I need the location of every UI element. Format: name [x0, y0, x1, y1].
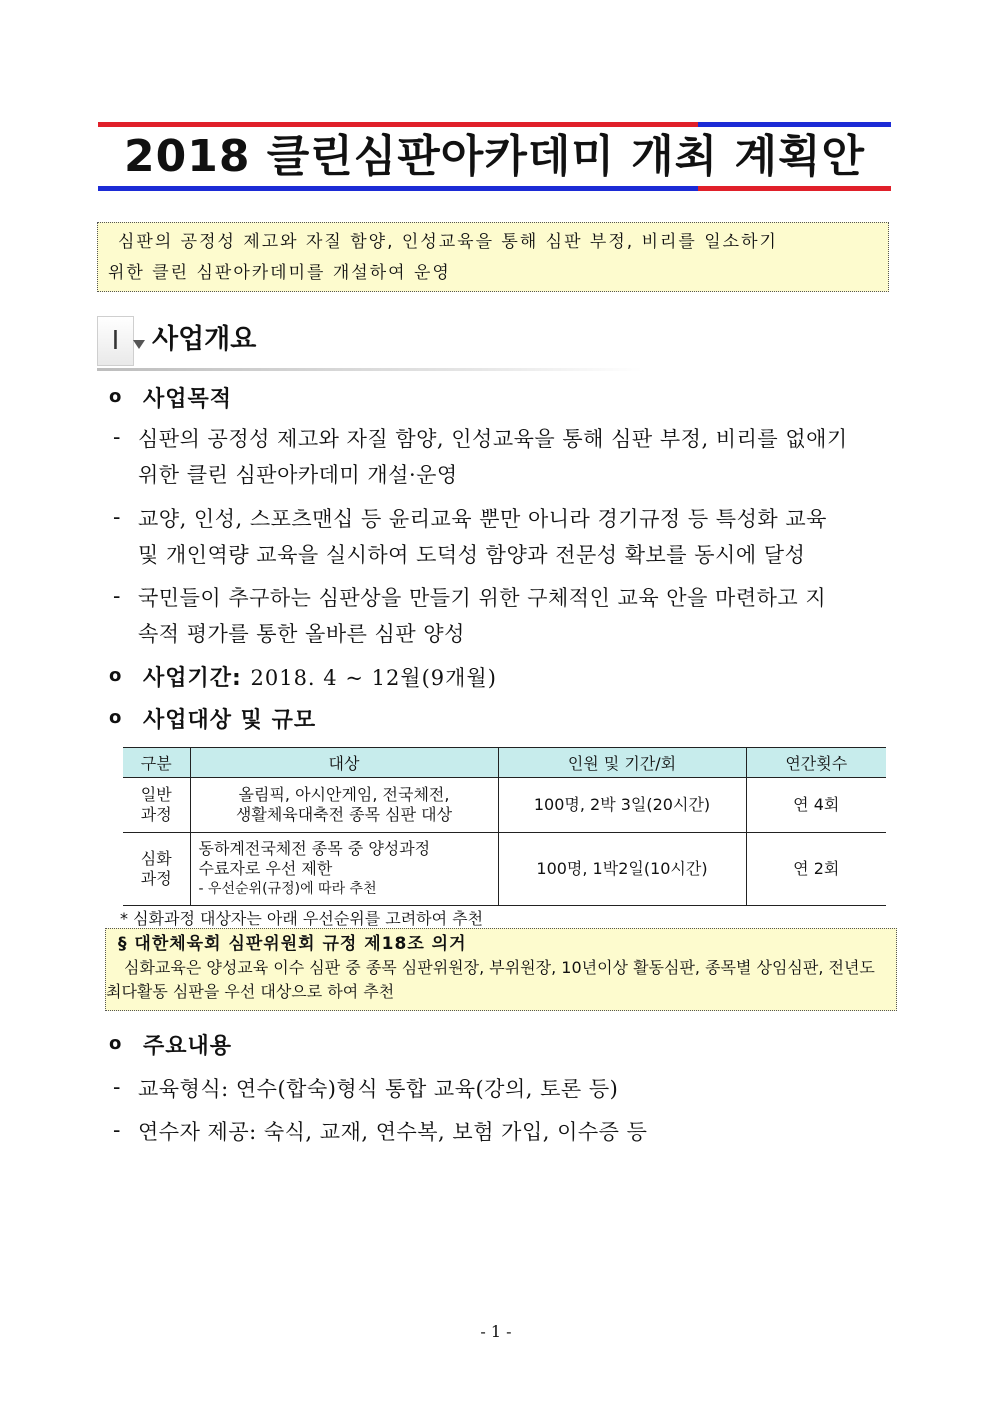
dash-purpose-2: - [113, 505, 121, 530]
table-header-row [123, 748, 886, 778]
table-cell-people: 100명, 2박 3일(20시간) [498, 778, 746, 833]
dash-purpose-1: - [113, 425, 121, 450]
scale-table [123, 747, 886, 906]
content-item-2: 연수자 제공: 숙식, 교재, 연수복, 보험 가입, 이수증 등 [138, 1120, 648, 1144]
page-number: - 1 - [480, 1322, 512, 1341]
regulation-title: § 대한체육회 심판위원회 규정 제18조 의거 [118, 934, 467, 954]
purpose-item-2 [138, 501, 896, 573]
purpose-item-2-line-2: 및 개인역량 교육을 실시하여 도덕성 함양과 전문성 확보를 동시에 달성 [138, 543, 806, 567]
cell-line: 일반 [140, 785, 172, 804]
section-title: 사업개요 [152, 324, 257, 355]
table-header-cell: 구분 [123, 748, 190, 778]
table-cell-type [123, 778, 190, 833]
table-row [123, 833, 886, 906]
cell-line: 과정 [140, 805, 172, 824]
purpose-item-1-line-1: 심판의 공정성 제고와 자질 함양, 인성교육을 통해 심판 부정, 비리를 없애기 [138, 427, 848, 451]
period-value: 2018. 4 ~ 12월(9개월) [250, 666, 497, 690]
purpose-label: 사업목적 [143, 387, 233, 412]
cell-line: 동하계전국체전 종목 중 양성과정 [198, 839, 431, 858]
title-bar-bottom-red [698, 186, 891, 191]
summary-line-2: 위한 클린 심판아카데미를 개설하여 운영 [108, 263, 451, 283]
table-cell-count: 연 4회 [746, 778, 886, 833]
dash-content-1: - [113, 1075, 121, 1100]
table-cell-people: 100명, 1박2일(10시간) [498, 833, 746, 906]
cell-line: 과정 [140, 869, 172, 888]
purpose-item-3 [138, 580, 896, 652]
table-header-cell: 연간횟수 [746, 748, 886, 778]
scale-label: 사업대상 및 규모 [143, 708, 317, 733]
period-label: 사업기간: [143, 666, 242, 691]
bullet-content: o [109, 1033, 122, 1054]
table-cell-type [123, 833, 190, 906]
bullet-period: o [109, 665, 122, 686]
purpose-item-1-line-2: 위한 클린 심판아카데미 개설·운영 [138, 463, 458, 487]
cell-line: 수료자로 우선 제한 [198, 859, 333, 878]
purpose-item-2-line-1: 교양, 인성, 스포츠맨십 등 윤리교육 뿐만 아니라 경기규정 등 특성화 교육 [138, 507, 827, 531]
summary-line-1: 심판의 공정성 제고와 자질 함양, 인성교육을 통해 심판 부정, 비리를 일소하기 [118, 232, 778, 252]
section-triangle-icon [133, 340, 145, 349]
table-cell-target [190, 778, 498, 833]
dash-content-2: - [113, 1118, 121, 1143]
content-item-1: 교육형식: 연수(합숙)형식 통합 교육(강의, 토론 등) [138, 1077, 619, 1101]
dash-purpose-3: - [113, 584, 121, 609]
table-note: * 심화과정 대상자는 아래 우선순위를 고려하여 추천 [120, 909, 484, 928]
regulation-body: 심화교육은 양성교육 이수 심판 중 종목 심판위원장, 부위원장, 10년이상 활동심판, 종목별 상임심판, 전년도 최다활동 심판을 우선 대상으로 하여 추천 [106, 958, 875, 1001]
regulation-box [105, 928, 897, 1011]
purpose-item-1 [138, 421, 896, 493]
purpose-item-3-line-2: 속적 평가를 통한 올바른 심판 양성 [138, 622, 465, 646]
period-row [143, 661, 497, 692]
bullet-purpose: o [109, 386, 122, 407]
table-row [123, 778, 886, 833]
content-label: 주요내용 [143, 1034, 233, 1059]
table-cell-target [190, 833, 498, 906]
section-underline [97, 368, 642, 371]
table-header-cell: 인원 및 기간/회 [498, 748, 746, 778]
cell-line: 심화 [140, 849, 172, 868]
cell-line: - 우선순위(규정)에 따라 추천 [198, 881, 377, 897]
cell-line: 생활체육대축전 종목 심판 대상 [235, 805, 453, 824]
bullet-scale: o [109, 707, 122, 728]
table-header-cell: 대상 [190, 748, 498, 778]
page-title: 2018 클린심판아카데미 개최 계획안 [124, 131, 865, 182]
purpose-item-3-line-1: 국민들이 추구하는 심판상을 만들기 위한 구체적인 교육 안을 마련하고 지 [138, 586, 827, 610]
cell-line: 올림픽, 아시안게임, 전국체전, [238, 785, 450, 804]
title-bar-bottom-blue [98, 186, 698, 191]
summary-box [97, 222, 889, 292]
section-number: Ⅰ [97, 316, 134, 366]
table-cell-count: 연 2회 [746, 833, 886, 906]
